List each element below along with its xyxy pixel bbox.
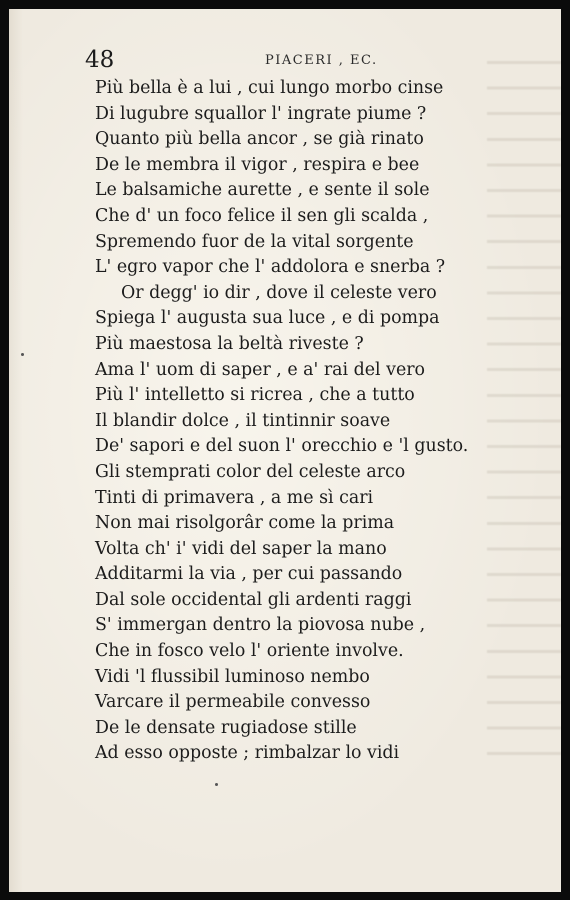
verse-line: Ama l' uom di saper , e a' rai del vero (95, 359, 426, 380)
verse-line: De le membra il vigor , respira e bee (95, 154, 420, 175)
verse-line: Più l' intelletto si ricrea , che a tutto (95, 385, 415, 406)
margin-speck (21, 353, 24, 356)
verse-line: Volta ch' i' vidi del saper la mano (95, 538, 387, 559)
verse-line: S' immergan dentro la piovosa nube , (95, 615, 426, 636)
show-through-text (487, 61, 561, 761)
verse-line: Più bella è a lui , cui lungo morbo cinse (95, 78, 444, 98)
verse-line: Che d' un foco felice il sen gli scalda , (95, 205, 429, 226)
verse-line: Spiega l' augusta sua luce , e di pompa (95, 308, 440, 329)
page-number: 48 (85, 47, 115, 73)
poem-text (95, 76, 487, 767)
verse-line: Varcare il permeabile convesso (95, 692, 371, 713)
verse-line: Ad esso opposte ; rimbalzar lo vidi (95, 743, 400, 764)
verse-line: Spremendo fuor de la vital sorgente (95, 231, 414, 252)
verse-line: Che in fosco velo l' oriente involve. (95, 641, 404, 662)
verse-line: Gli stemprati color del celeste arco (95, 461, 406, 482)
verse-line: Il blandir dolce , il tintinnir soave (95, 410, 391, 431)
verse-line: Vidi 'l flussibil luminoso nembo (95, 666, 370, 687)
verse-line: Le balsamiche aurette , e sente il sole (95, 180, 430, 201)
verse-line: De' sapori e del suon l' orecchio e 'l gusto. (95, 436, 469, 457)
verse-line: De le densate rugiadose stille (95, 717, 357, 738)
verse-line: Dal sole occidental gli ardenti raggi (95, 589, 412, 610)
book-page (9, 9, 561, 892)
verse-line: Di lugubre squallor l' ingrate piume ? (95, 103, 427, 124)
verse-line: Additarmi la via , per cui passando (95, 564, 403, 585)
running-head: PIACERI , EC. (265, 53, 378, 68)
verse-line: Tinti di primavera , a me sì cari (95, 487, 374, 508)
verse-line: L' egro vapor che l' addolora e snerba ? (95, 257, 446, 278)
ink-speck (215, 783, 218, 786)
verse-line: Quanto più bella ancor , se già rinato (95, 129, 424, 150)
verse-line: Più maestosa la beltà riveste ? (95, 333, 364, 354)
page-header (85, 47, 445, 71)
verse-line: Non mai risolgorâr come la prima (95, 513, 395, 534)
verse-line: Or degg' io dir , dove il celeste vero (121, 282, 437, 303)
